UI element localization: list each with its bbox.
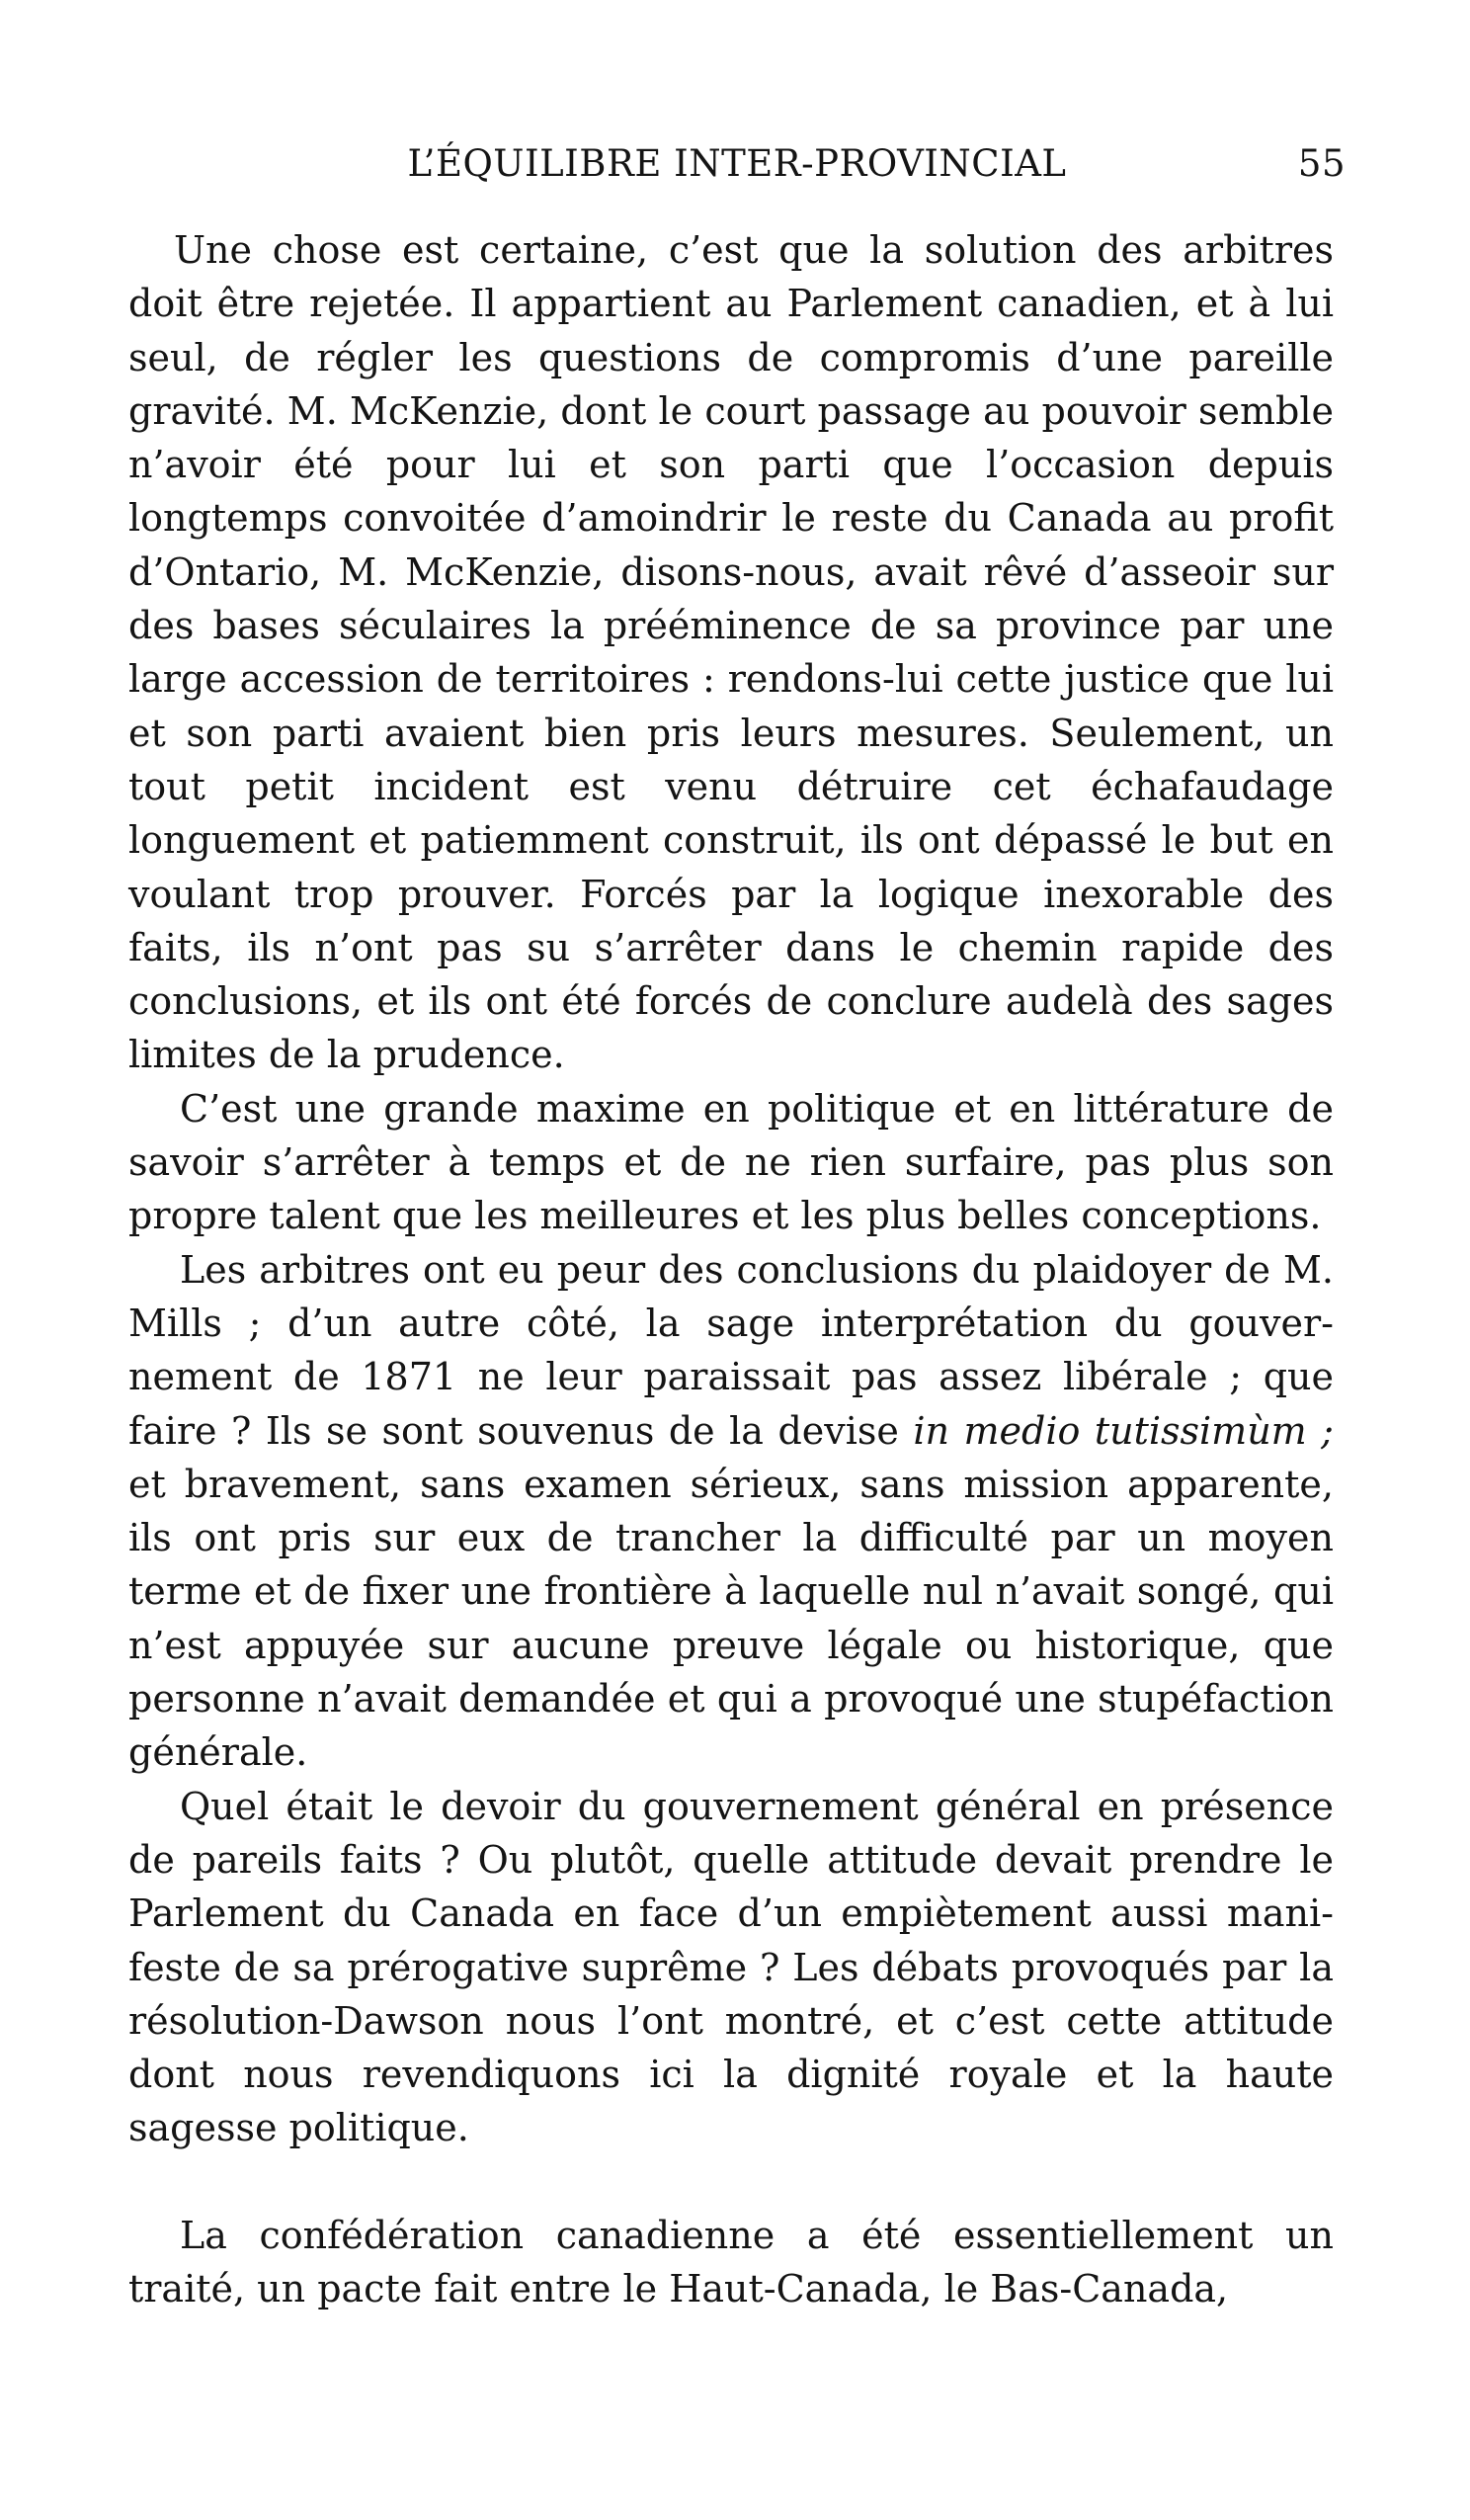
running-head [128, 140, 1346, 188]
paragraph-3-text-after: et bravement, sans examen sérieux, sans mission apparente, ils ont pris sur eux de trancher la difficulté par un moyen terme et de fixer une frontière à laquelle nul n’avait songé, qui n’est appuyée sur aucune preuve légale ou historique, que personne n’avait demandée et qui a provoqué une stupéfaction générale. [128, 1462, 1334, 1775]
paragraph-3-text-before: Les arbitres ont eu peur des conclusions du plaidoyer de M. Mills ; d’un autre côté, la sage interprétation du gouvernement de 1871 ne leur paraissait pas assez libérale ; que faire ? Ils se sont souvenus de la devise [128, 1247, 1334, 1453]
body-text [128, 223, 1334, 2315]
paragraph-4: Quel était le devoir du gouvernement général en présence de pareils faits ? Ou plutôt, quelle attitude devait prendre le Parlement du Canada en face d’un empiètement aussi manifeste de sa prérogative suprême ? Les débats provoqués par la résolution-Dawson nous l’ont montré, et c’est cette attitude dont nous revendiquons ici la dignité royale et la haute sagesse politique. [128, 1784, 1334, 2150]
paragraph-5: La confédération canadienne a été essentiellement un traité, un pacte fait entre le Haut-Canada, le Bas-Canada, [128, 2213, 1334, 2310]
running-title: L’ÉQUILIBRE INTER-PROVINCIAL [407, 142, 1067, 185]
paragraph-3 [128, 1243, 1334, 1780]
paragraph-2: C’est une grande maxime en politique et en littérature de savoir s’arrêter à temps et de ne rien surfaire, pas plus son propre talent que les meilleures et les plus belles conceptions. [128, 1086, 1334, 1238]
paragraph-1: Une chose est certaine, c’est que la solution des arbitres doit être rejetée. Il appartient au Parlement canadien, et à lui seul, de régler les questions de compromis d’une pareille gravité. M. McKenzie, dont le court passage au pouvoir semble n’avoir été pour lui et son parti que l’occasion depuis longtemps convoitée d’amoindrir le reste du Canada au profit d’Ontario, M. McKenzie, disons-nous, avait rêvé d’asseoir sur des bases séculaires la prééminence de sa province par une large accession de territoires : rendons-lui cette justice que lui et son parti avaient bien pris leurs mesures. Seulement, un tout petit incident est venu détruire cet échafaudage longuement et patiemment construit, ils ont dépassé le but en voulant trop prouver. Forcés par la logique inexorable des faits, ils n’ont pas su s’arrêter dans le chemin rapide des conclusions, et ils ont été forcés de conclure audelà des sages limites de la prudence. [128, 228, 1334, 1077]
section-gap [128, 2155, 1334, 2209]
latin-motto: in medio tutissimùm ; [913, 1408, 1334, 1453]
page-number: 55 [1297, 142, 1346, 185]
